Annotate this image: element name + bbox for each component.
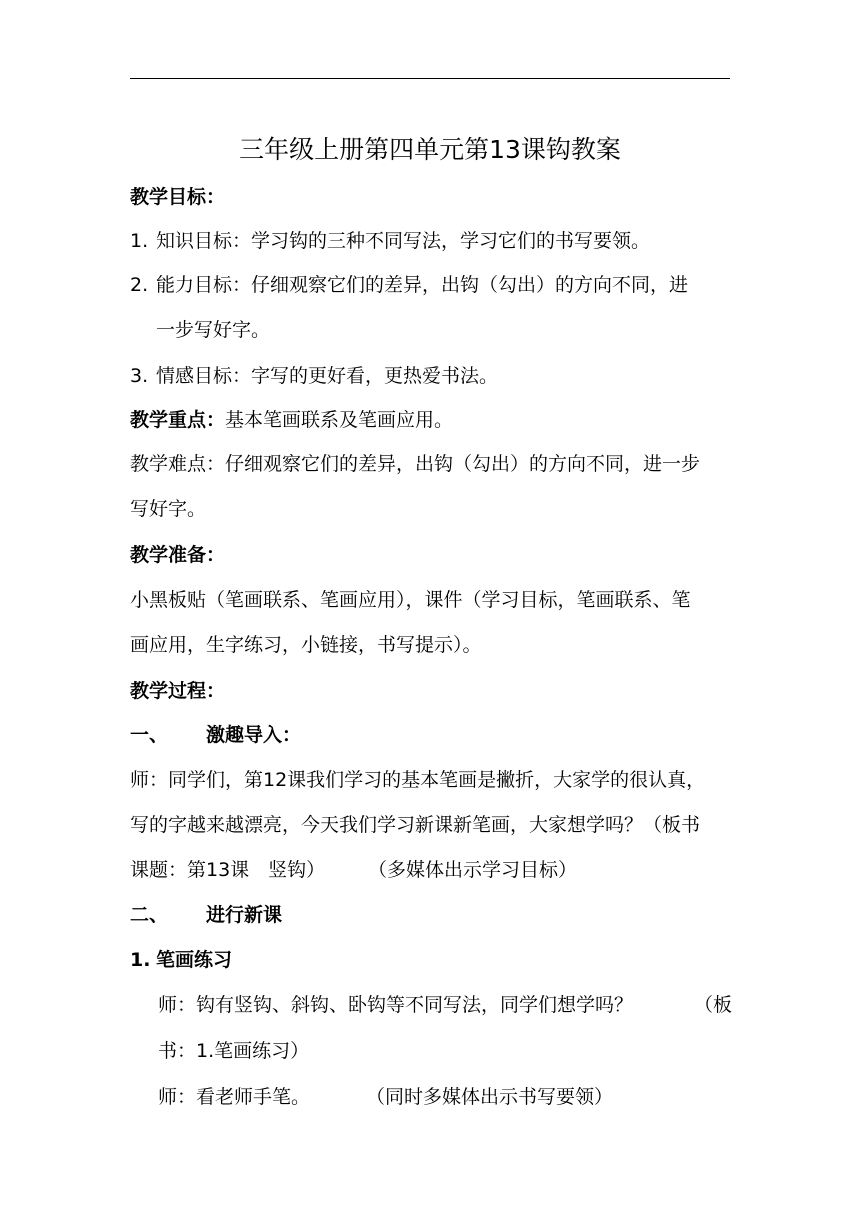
key-point [130, 405, 453, 435]
subsection-1-heading [130, 945, 232, 975]
intro-line-3a: 课题：第13课 竖钩） [130, 859, 326, 881]
objective-2-text-line2: 一步写好字。 [156, 319, 271, 341]
objective-3-text: 情感目标：字写的更好看，更热爱书法。 [156, 365, 499, 387]
process-heading: 教学过程： [130, 680, 226, 702]
section-1-heading [130, 720, 301, 750]
intro-line-2: 写的字越来越漂亮，今天我们学习新课新笔画，大家想学吗？（板书 [130, 814, 701, 836]
objective-1-num: 1. [130, 230, 149, 252]
practice-line-2: 书：1.笔画练习） [158, 1040, 310, 1062]
objective-2-text-line1: 能力目标：仔细观察它们的差异，出钩（勾出）的方向不同，进 [156, 274, 689, 296]
header-rule [130, 78, 730, 79]
objective-3-num: 3. [130, 365, 149, 387]
key-point-label: 教学重点： [130, 409, 226, 431]
practice-line-3b: （同时多媒体出示书写要领） [366, 1086, 614, 1108]
objective-2 [130, 270, 730, 300]
difficulty-line-1: 教学难点：仔细观察它们的差异，出钩（勾出）的方向不同，进一步 [130, 453, 701, 475]
subsection-1-num: 1. [130, 949, 151, 971]
subsection-1-title: 笔画练习 [156, 949, 233, 971]
page-title: 三年级上册第四单元第13课钩教案 [239, 135, 621, 164]
section-2-title: 进行新课 [206, 904, 283, 926]
key-point-text: 基本笔画联系及笔画应用。 [225, 409, 454, 431]
practice-line-1b: （板 [694, 994, 733, 1016]
section-2-heading [130, 900, 282, 930]
objective-3 [130, 361, 498, 391]
section-1-num: 一、 [130, 724, 169, 746]
preparation-heading: 教学准备： [130, 544, 226, 566]
section-2-num: 二、 [130, 904, 169, 926]
objective-1-text: 知识目标：学习钩的三种不同写法，学习它们的书写要领。 [156, 230, 651, 252]
intro-line-3b: （多媒体出示学习目标） [368, 859, 578, 881]
objective-2-num: 2. [130, 274, 149, 296]
preparation-line-1: 小黑板贴（笔画联系、笔画应用），课件（学习目标，笔画联系、笔 [130, 589, 691, 611]
practice-line-1a: 师：钩有竖钩、斜钩、卧钩等不同写法，同学们想学吗？ [158, 994, 634, 1016]
objective-1 [130, 226, 650, 256]
objectives-heading: 教学目标： [130, 186, 226, 208]
section-1-title: 激趣导入： [206, 724, 302, 746]
intro-line-1: 师：同学们，第12课我们学习的基本笔画是撇折，大家学的很认真， [130, 769, 706, 791]
practice-line-3a: 师：看老师手笔。 [158, 1086, 311, 1108]
difficulty-line-2: 写好字。 [130, 498, 207, 520]
preparation-line-2: 画应用，生字练习，小链接，书写提示）。 [130, 634, 482, 656]
